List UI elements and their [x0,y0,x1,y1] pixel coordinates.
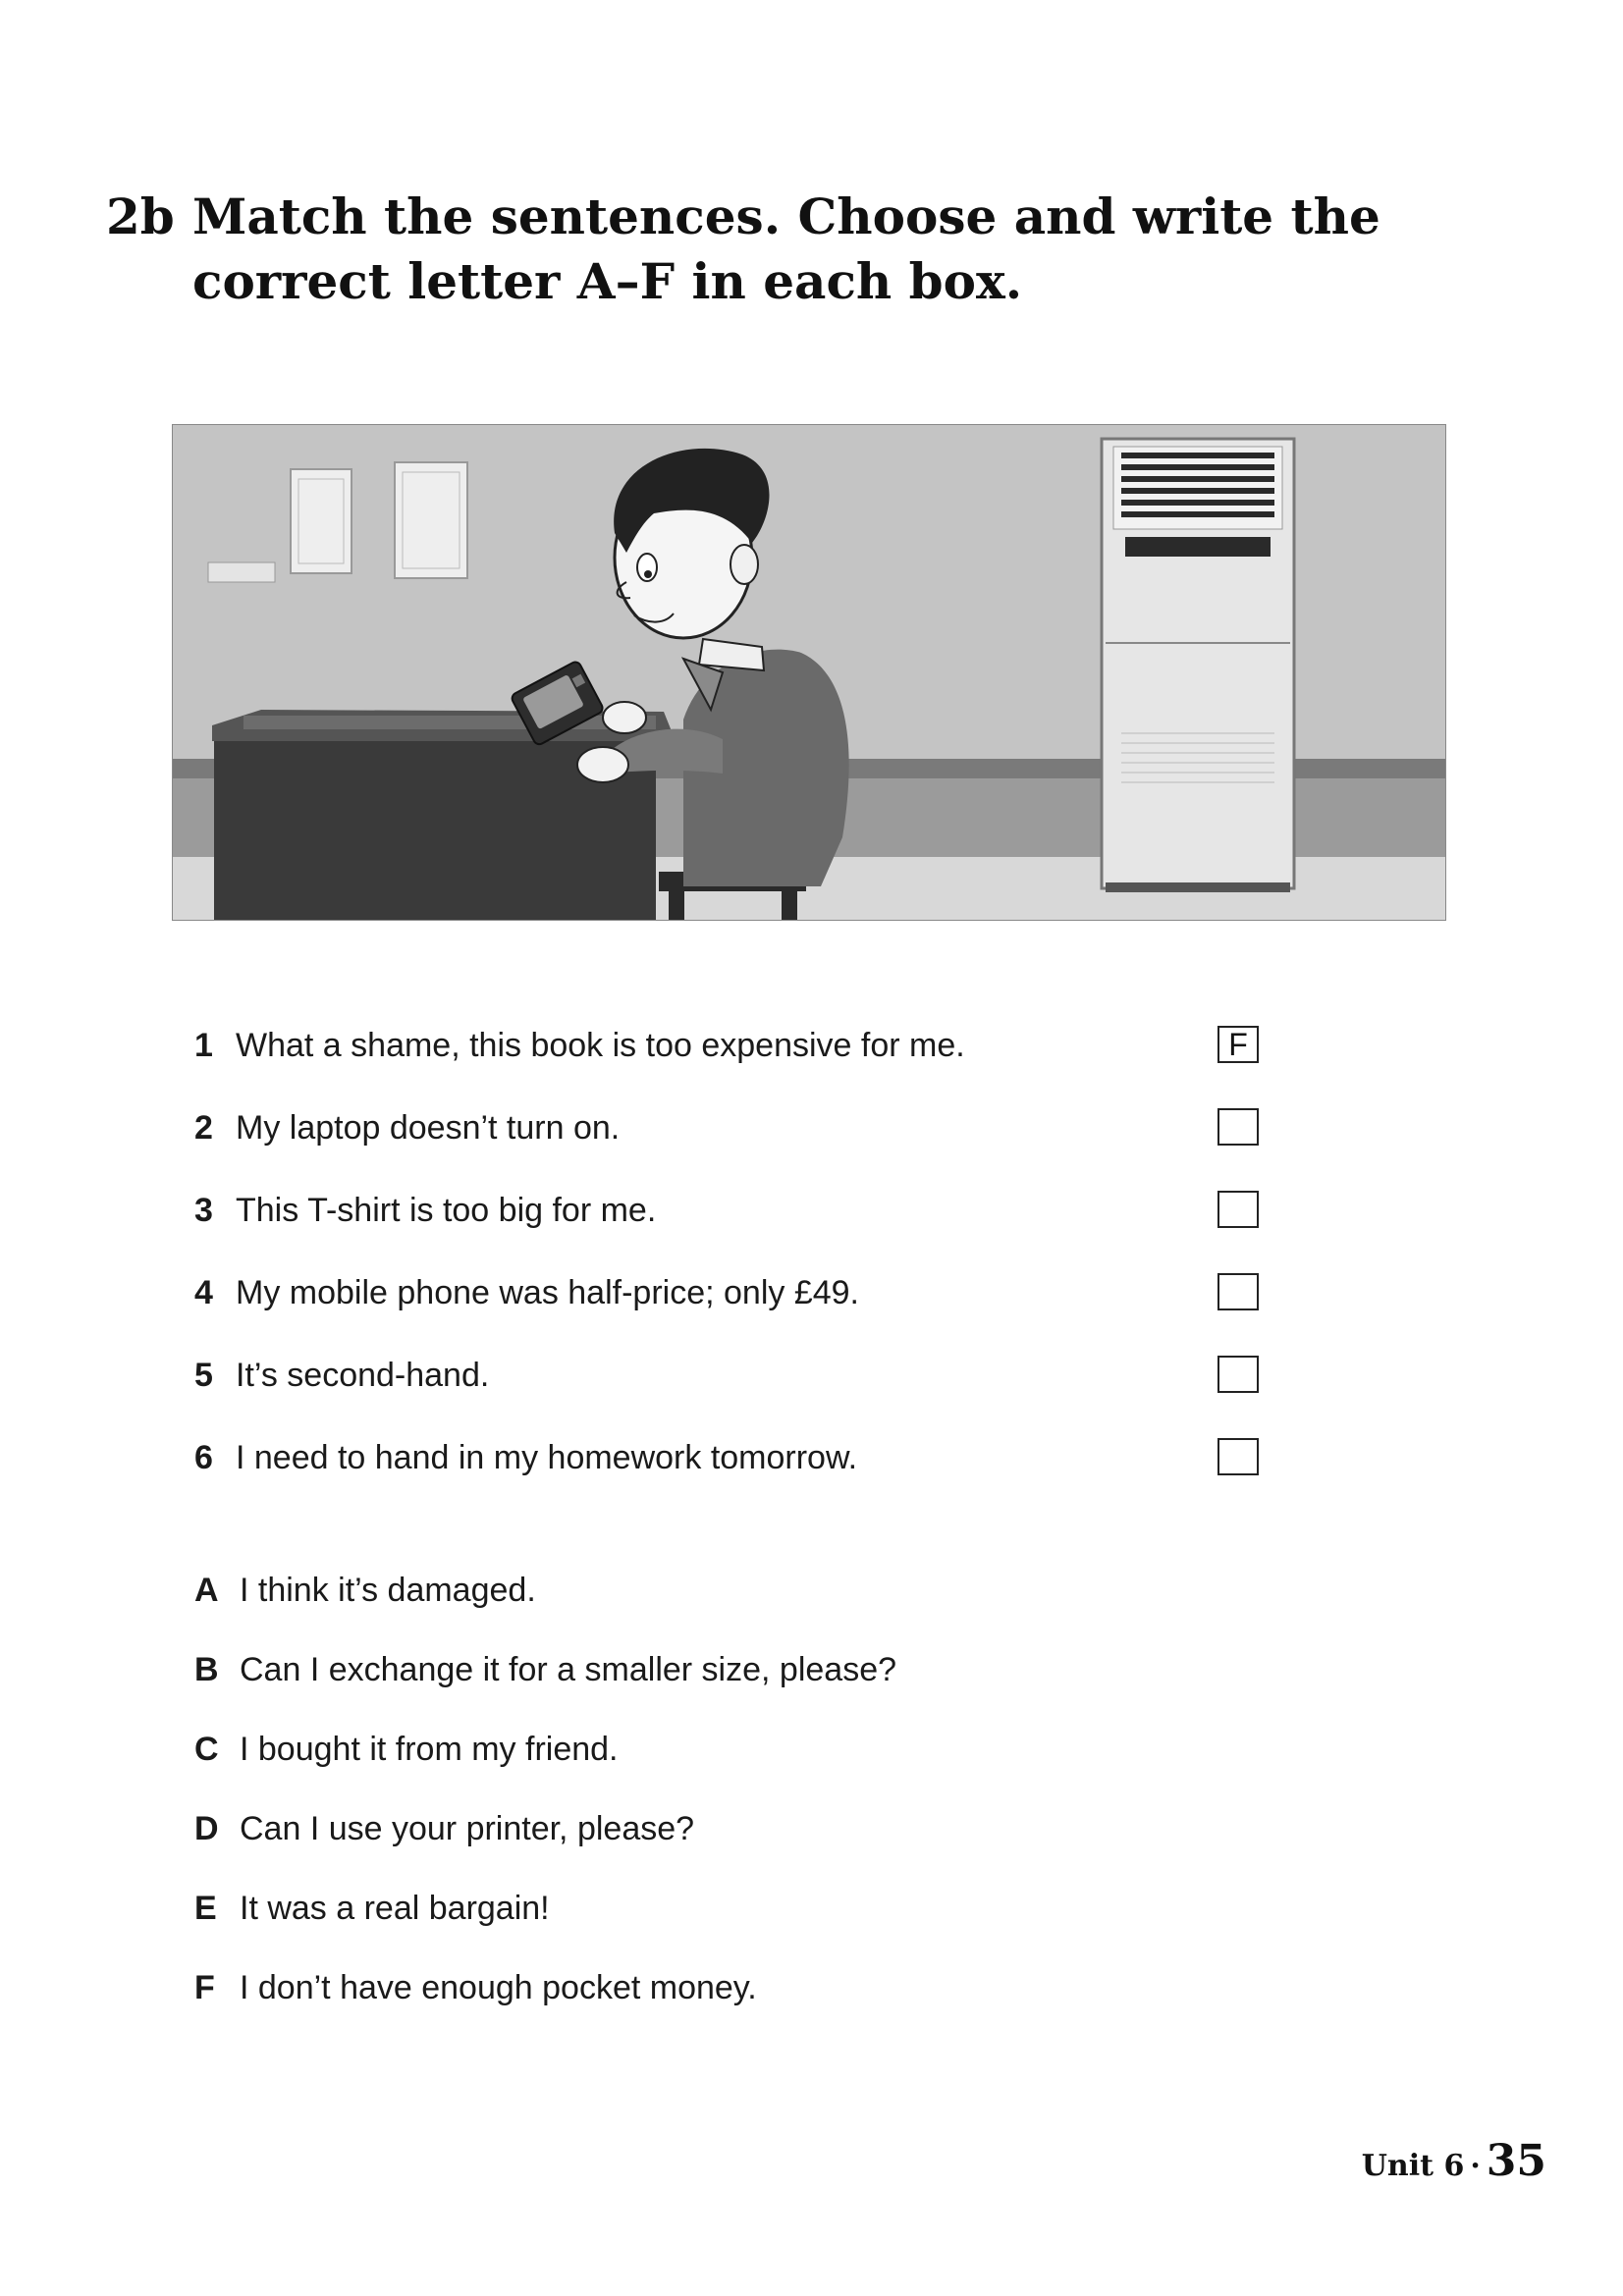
question-item [194,1186,1324,1235]
question-text: It’s second-hand. [236,1357,490,1394]
option-text: I bought it from my friend. [240,1731,619,1768]
question-number: 6 [194,1439,213,1476]
question-item [194,1268,1324,1317]
option-letter: D [194,1810,219,1847]
question-number: 5 [194,1357,213,1394]
option-item [194,1645,1324,1694]
option-text: Can I exchange it for a smaller size, please? [240,1651,897,1688]
answer-box[interactable] [1217,1273,1259,1310]
option-text: Can I use your printer, please? [240,1810,695,1847]
question-text: I need to hand in my homework tomorrow. [236,1439,858,1476]
footer-separator: · [1470,2149,1481,2183]
exercise-instruction: Match the sentences. Choose and write the correct letter A–F in each box. [192,187,1380,310]
question-text: This T-shirt is too big for me. [236,1192,657,1229]
unit-label: Unit 6 [1361,2149,1465,2183]
option-letter: B [194,1651,219,1688]
answer-box[interactable] [1217,1108,1259,1146]
page-number: 35 [1486,2136,1546,2186]
option-item [194,1566,1324,1615]
question-item [194,1351,1324,1400]
question-item [194,1103,1324,1152]
answer-box[interactable] [1217,1356,1259,1393]
option-item [194,1804,1324,1853]
option-item [194,1884,1324,1933]
question-number: 1 [194,1027,213,1064]
question-number: 3 [194,1192,213,1229]
answer-box[interactable] [1217,1438,1259,1475]
option-letter: A [194,1572,219,1609]
question-text: My laptop doesn’t turn on. [236,1109,621,1147]
option-text: It was a real bargain! [240,1890,550,1927]
exercise-number: 2b [106,187,175,245]
option-item [194,1963,1324,2012]
option-letter: E [194,1890,217,1927]
boy-with-tablet-illustration [172,424,1446,921]
option-letter: F [194,1969,215,2006]
question-number: 4 [194,1274,213,1311]
question-item [194,1021,1324,1070]
option-text: I don’t have enough pocket money. [240,1969,757,2006]
question-item [194,1433,1324,1482]
question-text: What a shame, this book is too expensive for me. [236,1027,965,1064]
option-text: I think it’s damaged. [240,1572,536,1609]
question-number: 2 [194,1109,213,1147]
answer-box[interactable] [1217,1191,1259,1228]
option-item [194,1725,1324,1774]
question-text: My mobile phone was half-price; only £49. [236,1274,859,1311]
answer-box[interactable] [1217,1026,1259,1063]
option-letter: C [194,1731,219,1768]
page-footer [1362,2136,1546,2186]
